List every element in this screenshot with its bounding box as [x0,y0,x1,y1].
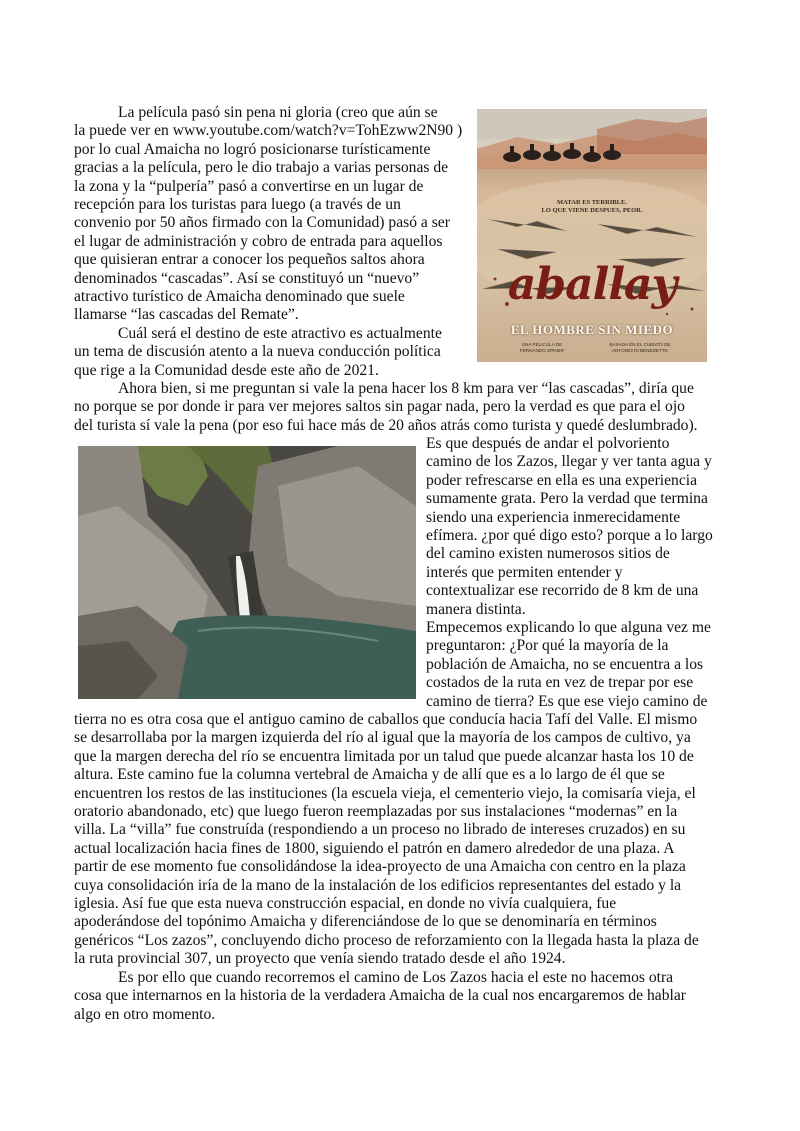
text-line: no porque se por donde ir para ver mejores saltos sin pagar nada, pero la verdad es que para el ojo [74,398,685,416]
text-line: que quisieran entrar a conocer los pequeños saltos ahora [74,251,425,269]
movie-poster-image [477,109,707,362]
text-line: que la margen derecha del río se encuentra limitada por un talud que puede alcanzar hasta los 10 de [74,747,694,765]
text-line: Empecemos explicando lo que alguna vez me [426,619,711,637]
text-line: que rige a la Comunidad desde este año de 2021. [74,361,379,379]
text-line: altura. Este camino fue la columna vertebral de Amaicha y de allí que es a lo largo de él que se [74,766,665,784]
text-line: sumamente grata. Pero la verdad que termina [426,490,708,508]
paragraph-3 [74,380,734,435]
credit-line: BASADA EN EL CUENTO DE [609,342,671,347]
text-line: la ruta provincial 307, un proyecto que venía siendo tratado desde el año 1924. [74,950,566,968]
paragraph-1 [74,104,474,380]
text-line: villa. La “villa” fue construída (respondiendo a un proceso no librado de intereses cruzados) en su [74,821,686,839]
text-line: siendo una experiencia inmerecidamente [426,508,681,526]
text-line: Es por ello que cuando recorremos el camino de Los Zazos hacia el este no hacemos otra [118,968,674,986]
text-line: contextualizar ese recorrido de 8 km de una [426,582,699,600]
text-line: Cuál será el destino de este atractivo es actualmente [118,324,442,342]
text-line: genéricos “Los zazos”, concluyendo dicho proceso de reforzamiento con la llegada hasta la plaza de [74,931,699,949]
poster-credit-author [595,342,685,354]
text-line: tierra no es otra cosa que el antiguo camino de caballos que conducía hacia Tafí del Valle. El mismo [74,711,698,728]
poster-title: aballay [507,259,677,310]
text-line: actual localización hacia fines de 1800, siguiendo el patrón en damero alrededor de una plaza. A [74,839,675,857]
text-line: oratorio abandonado, etc) que luego fueron reemplazadas por sus instalaciones “modernas” en la [74,803,678,821]
text-line: iglesia. Así fue que esta nueva construcción espacial, en donde no vivía cualquiera, fue [74,895,617,913]
text-line: se desarrollaba por la margen izquierda del río al igual que la mayoría de los campos de cultivo, ya [74,729,691,747]
tagline-line: LO QUE VIENE DESPUES, PEOR. [541,207,643,214]
text-line: Ahora bien, si me preguntan si vale la pena hacer los 8 km para ver “las cascadas”, diría que [118,380,694,397]
paragraph-4 [74,711,734,1024]
text-line: efímera. ¿por qué digo esto? porque a lo largo [426,527,713,545]
text-line: preguntaron: ¿Por qué la mayoría de la [426,637,669,655]
credit-line: FERNANDO SPINER [519,348,565,353]
poster-tagline [477,199,707,215]
text-line: población de Amaicha, no se encuentra a los [426,655,704,673]
text-line: denominados “cascadas”. Así se constituyó un “nuevo” [74,269,420,287]
text-line: cuya consolidación iría de la mano de la instalación de los edificios representantes del estado y la [74,876,682,894]
text-line: por lo cual Amaicha no logró posicionarse turísticamente [74,140,431,158]
text-line: la zona y la “pulpería” pasó a convertirse en un lugar de [74,177,424,195]
text-line: Es que después de andar el polvoriento [426,435,670,452]
text-line: interés que permiten entender y [426,563,623,581]
text-line: camino de los Zazos, llegar y ver tanta agua y [426,453,712,471]
credit-line: UNA PELICULA DE [521,342,563,347]
poster-subtitle: EL HOMBRE SIN MIEDO [510,322,674,337]
text-line: costados de la ruta en vez de trepar por ese [426,674,694,692]
text-line: gracias a la película, pero le dio trabajo a varias personas de [74,159,449,177]
text-line: recepción para los turistas para luego (a través de un [74,196,401,214]
text-line: cosa que internarnos en la historia de la verdadera Amaicha de la cual nos encargaremos de hablar [74,987,686,1005]
tagline-line: MATAR ES TERRIBLE. [557,199,627,206]
poster-credit-director [497,342,587,354]
text-line: atractivo turístico de Amaicha denominado que suele [74,288,405,306]
text-line: el lugar de administración y cobro de entrada para aquellos [74,232,443,250]
text-line: apoderándose del topónimo Amaicha y diferenciándose de lo que se denominaría en términos [74,913,657,931]
credit-line: ANTONIO DI BENEDETTO [612,348,668,353]
text-line: La película pasó sin pena ni gloria (creo que aún se [118,104,438,121]
waterfall-photo [78,446,416,699]
waterfall-artwork [78,446,416,699]
paragraph-3-side [426,435,736,711]
text-line: poder refrescarse en ella es una experiencia [426,471,697,489]
text-line: un tema de discusión atento a la nueva conducción política [74,343,441,361]
text-line: del turista sí vale la pena (por eso fui hace más de 20 años atrás como turista y quedé deslumbrado). [74,416,698,434]
text-line: convenio por 50 años firmado con la Comunidad) pasó a ser [74,214,450,232]
text-line: encuentren los restos de las instituciones (la escuela vieja, el cementerio viejo, la comisaría vieja, el [74,784,696,802]
text-line: camino de tierra? Es que ese viejo camino de [426,692,708,710]
text-line-with-link[interactable]: la puede ver en www.youtube.com/watch?v=TohEzww2N90 ) [74,122,463,140]
text-line: manera distinta. [426,600,526,618]
text-line: algo en otro momento. [74,1005,216,1023]
text-line: partir de ese momento fue consolidándose la idea-proyecto de una Amaicha con centro en la plaza [74,858,686,876]
text-line: del camino existen numerosos sitios de [426,545,670,563]
text-line: llamarse “las cascadas del Remate”. [74,306,299,324]
